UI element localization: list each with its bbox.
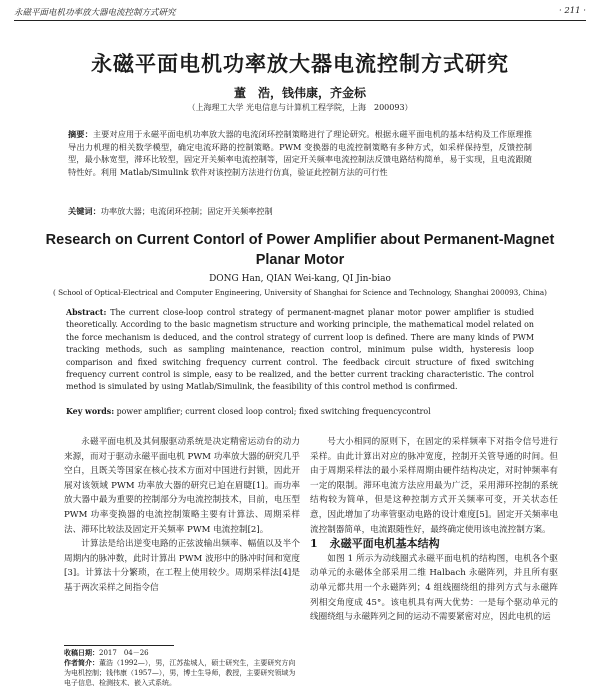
abstract-chinese-label: 摘要： <box>68 129 93 139</box>
section-title: 永磁平面电机基本结构 <box>329 537 440 551</box>
running-head-journal: 永磁平面电机功率放大器电流控制方式研究 <box>14 8 176 18</box>
affiliation-english: ( School of Optical-Electrical and Computer Engineering, University of Shanghai for Science and Technology, Shanghai 200093, China) <box>53 288 547 297</box>
page-number: · 211 · <box>558 6 586 16</box>
abstract-chinese-text: 主要对应用于永磁平面电机功率放大器的电流闭环控制策略进行了理论研究。根据永磁平面电机的基本结构及工作原理推导出力机理的相关数学模型，确定电流环路的控制策略。PWM 变换器的电流控制策略有多种方式，如采样保持型，反馈控制型，最小脉宽型，滞环比较型，固定开关频率电流控制等，固定开关频率电流控制法反馈电路结构简单，易于实现，且电流跟随特性好。利用 Matlab/Simulink 软件对该控制方法进行仿真，验证此控制方法的可行性 <box>68 129 532 177</box>
abstract-english-label: Abstract: <box>66 308 107 317</box>
footnote <box>64 648 300 688</box>
received-value: 2017 04－26 <box>99 649 149 657</box>
title-english: Research on Current Contorl of Power Amplifier about Permanent-Magnet Planar Motor <box>45 232 555 268</box>
header-rule <box>14 20 586 21</box>
body-column-right <box>310 435 558 625</box>
body-paragraph: 号大小相同的原则下，在固定的采样频率下对指令信号进行采样。由此计算出对应的脉冲宽度，控制开关管导通的时间。但由于周期采样法的最小采样周期由硬件结构决定，对时钟频率有一定的限制。滞环电流方法应用最为广泛，采用滞环控制的系统结构较为简单，但是这种控制方式开关频率可变，开关状态任意，因此增加了功率管驱动电路的设计难度[5]。固定开关频率电流控制器简单，电流跟随性好，最终确定使用该电流控制方案。 <box>310 437 558 535</box>
footnote-rule <box>64 645 174 646</box>
title-chinese: 永磁平面电机功率放大器电流控制方式研究 <box>91 51 509 76</box>
author-bio <box>64 658 300 688</box>
section-number: 1 <box>310 537 318 551</box>
received-date <box>64 648 300 658</box>
keywords-chinese-label: 关键词： <box>68 206 101 216</box>
abstract-chinese <box>68 128 532 178</box>
author-bio-text: 董浩（1992—），男，江苏盐城人，硕士研究生，主要研究方向为电机控制；钱伟康（1957—），男，博士生导师，教授，主要研究领域为电子信息、检测技术、嵌入式系统。 <box>64 659 296 687</box>
authors-english: DONG Han, QIAN Wei-kang, QI Jin-biao <box>209 274 391 284</box>
running-head <box>14 6 586 18</box>
keywords-english <box>66 407 534 416</box>
authors-chinese: 董 浩，钱伟康，齐金标 <box>233 86 366 100</box>
abstract-english <box>66 307 534 394</box>
section-heading <box>310 537 558 552</box>
keywords-english-text: power amplifier; current closed loop control; fixed switching frequencycontrol <box>114 407 431 416</box>
keywords-english-label: Key words: <box>66 407 115 416</box>
body-paragraph: 永磁平面电机及其伺服驱动系统是决定精密运动台的动力来源，而对于驱动永磁平面电机 PWM 功率放大器的研究几乎空白，且既关等国家在核心技术方面对中国进行封锁，因此开展对该领域 PWM 功率放大器的研究已迫在眉睫[1]。而功率放大器中最为重要的控制部分为电流控制技术，目前，电压型 PWM 功率变换器的电流控制策略主要有计算法、周期采样法、滞环比较法及固定开关频率 PWM 电流控制[2]。 <box>64 437 300 535</box>
keywords-chinese <box>68 206 532 217</box>
keywords-chinese-text: 功率放大器；电流闭环控制；固定开关频率控制 <box>100 206 273 216</box>
abstract-english-text: The current close-loop control strategy of permanent-magnet planar motor power amplifier is studied theoretically. According to the basic magnetism structure and working principle, the mathematical model related on the force mechanism is deduced, and the control strategy of current loop is defined. There are many kinds of PWM tracking methods, such as sampling maintenance, reaction control, minimum pulse width, hysteresis loop comparison and fixed switching frequency current control. The feedback circuit structure of fixed switching frequency current control is simple, easy to be realized, and the better current tracking characteristic. The control method is simulated by using Matlab/Simulink, the feasibility of this control method is confirmed. <box>66 308 534 392</box>
body-paragraph: 计算法是给出逆变电路的正弦波输出频率、幅值以及半个周期内的脉冲数，此时计算出 PWM 波形中的脉冲时间和宽度[3]。计算法十分繁琐，在工程上使用较少。周期采样法[4]是基于两次采样之间指令信 <box>64 539 300 593</box>
received-label: 收稿日期： <box>64 648 99 657</box>
body-column-left <box>64 435 300 596</box>
author-bio-label: 作者简介： <box>64 658 99 667</box>
affiliation-chinese: （上海理工大学 光电信息与计算机工程学院，上海 200093） <box>187 103 413 112</box>
body-paragraph: 如图 1 所示为动线圈式永磁平面电机的结构图，电机各个驱动单元的永磁体全部采用二维 Halbach 永磁阵列，并且所有驱动单元都共用一个永磁阵列；4 组线圈绕组的排列方式与永磁阵列相交角度成 45°。该电机具有两大优势：一是每个驱动单元的线圈绕组与永磁阵列之间的运动不需要紧密对应，因此电机的运 <box>310 553 558 623</box>
